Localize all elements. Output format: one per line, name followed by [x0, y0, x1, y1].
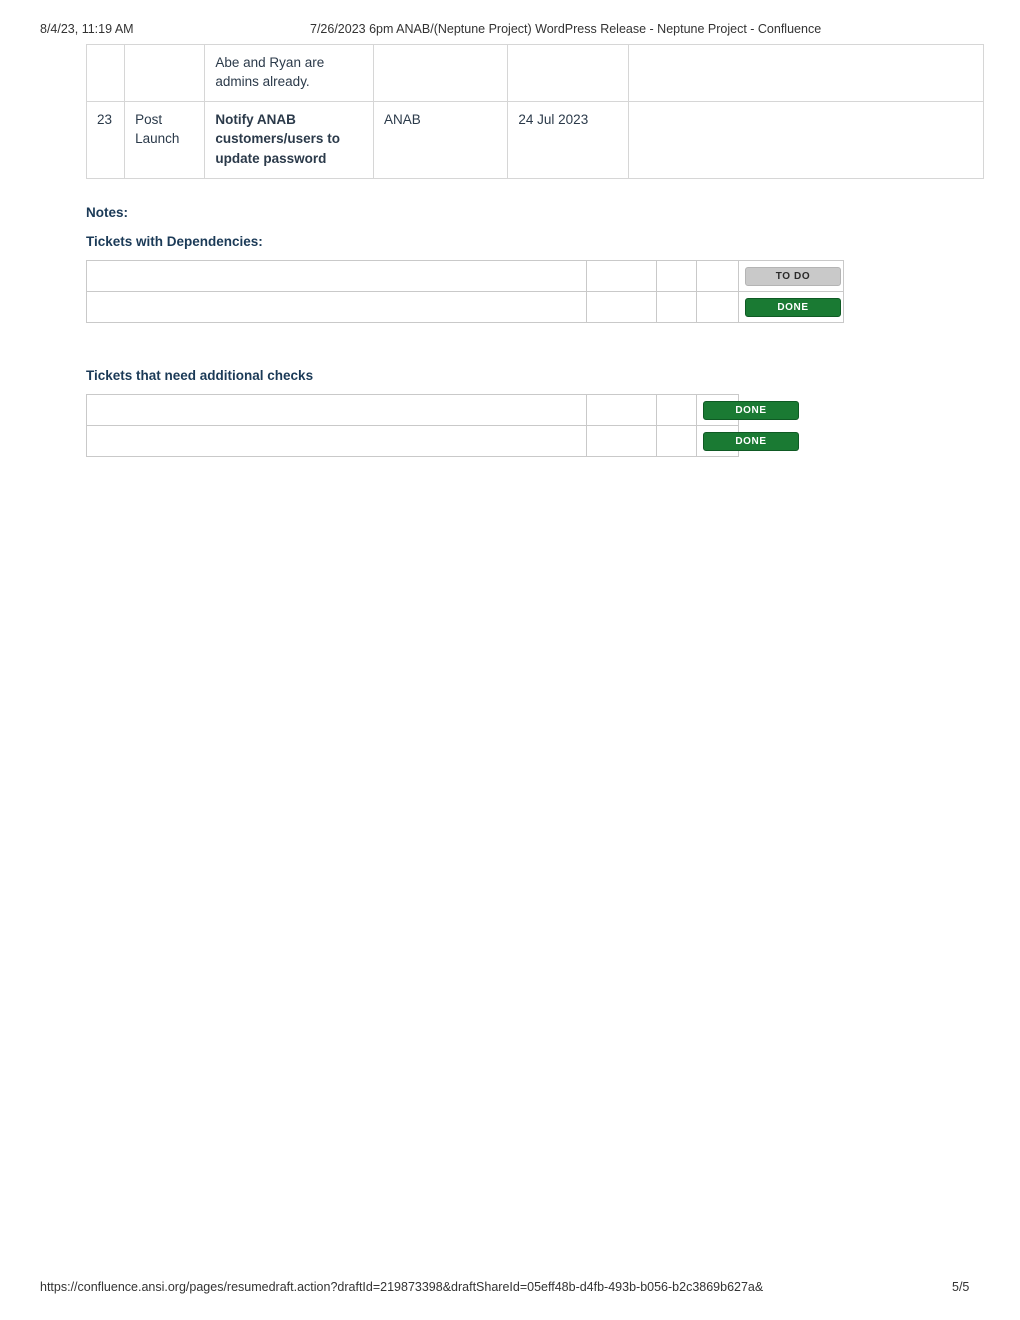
- print-header-date: 8/4/23, 11:19 AM: [40, 22, 134, 36]
- dependencies-table: [86, 260, 844, 323]
- cell-quaternary: [697, 292, 739, 323]
- cell-tertiary: [657, 292, 697, 323]
- cell-phase: Post Launch: [125, 102, 205, 178]
- additional-checks-table: [86, 394, 844, 457]
- release-tasks-table: [86, 44, 984, 179]
- cell-status: [739, 292, 844, 323]
- notes-heading: Notes:: [86, 205, 129, 220]
- cell-date: 24 Jul 2023: [508, 102, 628, 178]
- cell-description: [87, 292, 587, 323]
- cell-status: [739, 261, 844, 292]
- cell-task: Notify ANAB customers/users to update password: [205, 102, 374, 178]
- status-badge: DONE: [745, 298, 841, 317]
- footer-url: https://confluence.ansi.org/pages/resumedraft.action?draftId=219873398&draftShareId=05eff48b-d4fb-493b-b056-b2c3869b627a&: [40, 1280, 764, 1294]
- cell-secondary: [587, 292, 657, 323]
- cell-tertiary: [657, 261, 697, 292]
- additional-checks-heading: Tickets that need additional checks: [86, 368, 314, 383]
- status-badge: DONE: [703, 401, 799, 420]
- cell-description: [87, 395, 587, 426]
- table-row: [87, 102, 984, 178]
- cell-number: 23: [87, 102, 125, 178]
- cell-tertiary: [657, 395, 697, 426]
- table-row: [87, 292, 844, 323]
- cell-notes: [628, 102, 983, 178]
- cell-date: [508, 45, 628, 102]
- cell-status: [697, 426, 767, 457]
- cell-number: [87, 45, 125, 102]
- cell-secondary: [587, 261, 657, 292]
- print-header: [0, 22, 1020, 38]
- cell-description: [87, 426, 587, 457]
- cell-secondary: [587, 426, 657, 457]
- footer-page-number: 5/5: [952, 1280, 970, 1294]
- table-row: [87, 261, 844, 292]
- cell-secondary: [587, 395, 657, 426]
- table-row: [87, 45, 984, 102]
- cell-owner: ANAB: [373, 102, 507, 178]
- table-row: [87, 395, 844, 426]
- cell-task: Abe and Ryan are admins already.: [205, 45, 374, 102]
- status-badge: DONE: [703, 432, 799, 451]
- cell-owner: [373, 45, 507, 102]
- cell-status: [697, 395, 767, 426]
- cell-tertiary: [657, 426, 697, 457]
- table-row: [87, 426, 844, 457]
- status-badge: TO DO: [745, 267, 841, 286]
- cell-phase: [125, 45, 205, 102]
- print-header-title: 7/26/2023 6pm ANAB/(Neptune Project) WordPress Release - Neptune Project - Confluence: [310, 22, 822, 36]
- dependencies-heading: Tickets with Dependencies:: [86, 234, 263, 249]
- cell-quaternary: [697, 261, 739, 292]
- cell-description: [87, 261, 587, 292]
- cell-notes: [628, 45, 983, 102]
